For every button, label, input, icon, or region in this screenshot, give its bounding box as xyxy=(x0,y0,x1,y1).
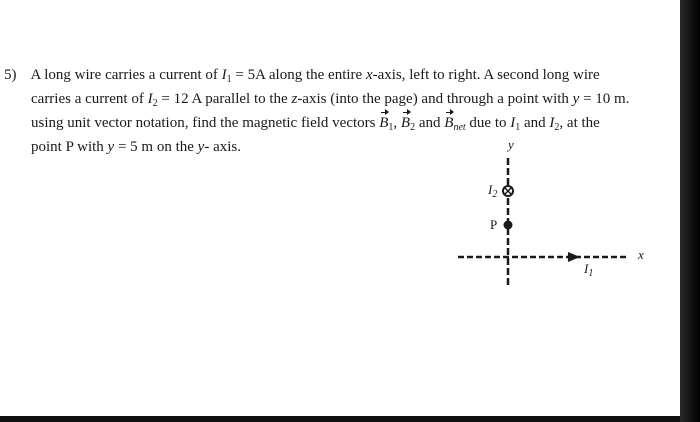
x-axis-label: x xyxy=(638,247,644,262)
current-1-symbol: I xyxy=(510,115,516,131)
wire-2-label xyxy=(488,182,497,198)
y-axis-word: y xyxy=(197,139,205,155)
text-segment: carries a current of xyxy=(31,91,144,107)
x-axis-variable: x xyxy=(365,67,373,83)
text-segment: -axis (into the page) and through a point with xyxy=(297,91,569,107)
text-segment: and xyxy=(418,115,441,131)
page-edge-bottom xyxy=(0,416,680,422)
text-segment: due to xyxy=(469,115,507,131)
current-1-subscript: 1 xyxy=(515,122,521,133)
text-segment: A long wire carries a current of xyxy=(30,67,218,83)
wire-2-label-subscript: 2 xyxy=(492,189,498,200)
diagram-svg xyxy=(455,140,655,300)
text-segment: = 5 m on the xyxy=(117,139,194,155)
b1-vector: B xyxy=(379,111,388,135)
wire-2-label-symbol: I xyxy=(488,182,493,197)
point-p-label: P xyxy=(490,217,498,232)
x-axis-arrow xyxy=(568,252,580,262)
wire-1-label xyxy=(584,261,593,277)
current-2-symbol: I xyxy=(549,115,555,131)
text-segment: = 5A along the entire xyxy=(235,67,363,83)
problem-number: 5) xyxy=(4,67,17,83)
text-segment: , at the xyxy=(559,115,600,131)
text-segment: using unit vector notation, find the magnetic field vectors xyxy=(31,115,376,131)
text-segment: = 10 m. xyxy=(583,91,630,107)
bnet-subscript: net xyxy=(453,122,466,133)
y-variable: y xyxy=(107,139,115,155)
y-axis-label: y xyxy=(508,137,514,152)
text-segment: = 12 A parallel to the xyxy=(161,91,288,107)
page-edge-shadow xyxy=(680,0,700,422)
wire-diagram xyxy=(455,137,655,300)
z-axis-variable: z xyxy=(291,91,298,107)
problem-line-1 xyxy=(4,63,600,87)
wire-1-label-symbol: I xyxy=(584,261,589,276)
problem-line-3: using unit vector notation, find the magnetic field vectors $B_1$, $B_2$ and $B_{net}$ due to $I_1$ and $I_2$, at the xyxy=(31,111,600,135)
current-2-subscript: 2 xyxy=(152,98,158,109)
bnet-vector: B xyxy=(444,111,453,135)
b2-vector: B xyxy=(401,111,410,135)
text-segment: point P with xyxy=(31,139,104,155)
b2-subscript: 2 xyxy=(410,122,416,133)
current-1-subscript: 1 xyxy=(226,74,232,85)
text-segment: and xyxy=(523,115,546,131)
current-1-symbol: I xyxy=(221,67,227,83)
b1-subscript: 1 xyxy=(388,122,394,133)
y-variable: y xyxy=(572,91,580,107)
problem-line-2 xyxy=(31,87,629,111)
current-2-subscript: 2 xyxy=(554,122,560,133)
wire-1-label-subscript: 1 xyxy=(588,268,594,279)
text-segment: - axis. xyxy=(204,139,242,155)
current-2-symbol: I xyxy=(147,91,153,107)
problem-line-4 xyxy=(31,135,241,159)
point-p-dot xyxy=(504,221,513,230)
text-segment: -axis, left to right. A second long wire xyxy=(372,67,600,83)
